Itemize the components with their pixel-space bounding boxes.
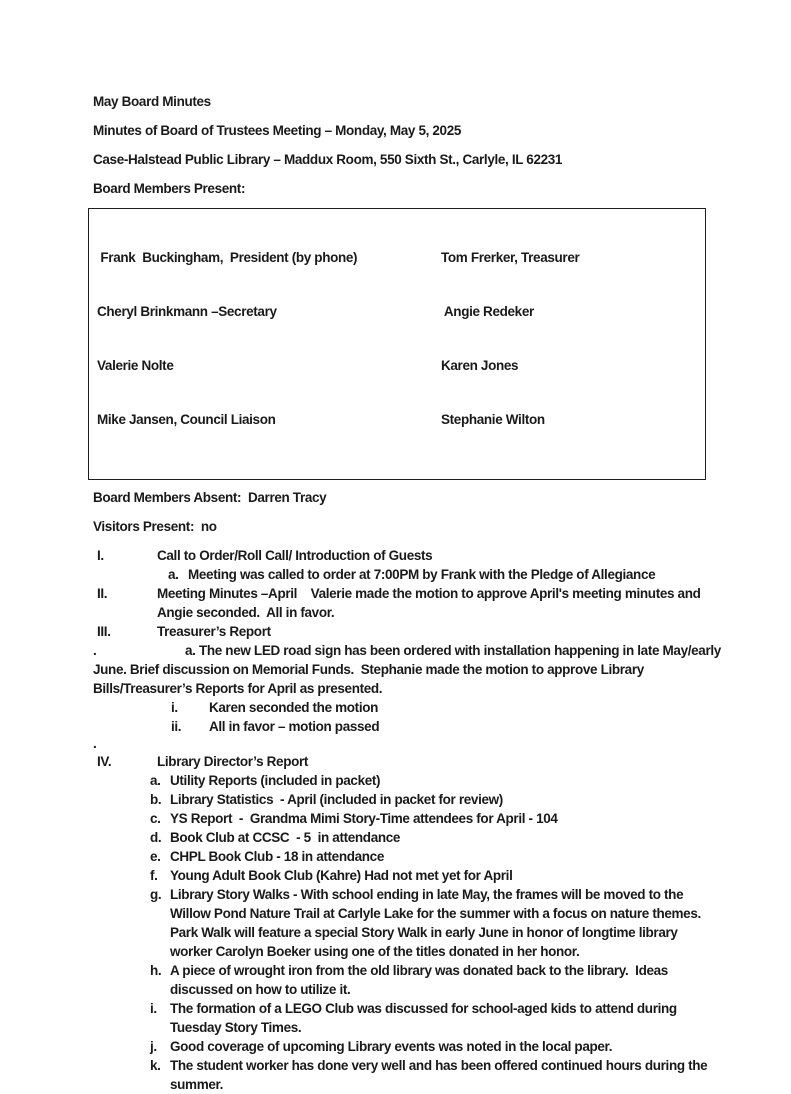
director-report-item-e: [150, 847, 707, 866]
item-text: A piece of wrought iron from the old library was donated back to the library. Ideas discussed on how to utilize it.: [170, 963, 668, 997]
agenda-item-3: [93, 622, 707, 641]
agenda-item-1a-text: Meeting was called to order at 7:00PM by Frank with the Pledge of Allegiance: [188, 567, 656, 582]
item-letter: g.: [150, 887, 162, 902]
document-content: [93, 92, 721, 1094]
agenda-item-3-sub-i: [171, 698, 707, 717]
agenda-item-4-number: IV.: [97, 754, 112, 769]
member-name: Tom Frerker, Treasurer: [441, 250, 580, 265]
item-text: CHPL Book Club - 18 in attendance: [170, 849, 384, 864]
agenda-item-3-sub-i-text: Karen seconded the motion: [209, 700, 379, 715]
agenda-item-1: [93, 546, 707, 565]
director-report-item-f: [150, 866, 707, 885]
agenda-item-3-sub-ii: [171, 717, 707, 736]
item-text: The formation of a LEGO Club was discussed for school-aged kids to attend during Tuesday Story Times.: [170, 1001, 677, 1035]
director-report-item-d: [150, 828, 707, 847]
director-report-item-g: [150, 885, 707, 961]
board-members-table: [88, 208, 706, 480]
item-letter: a.: [150, 773, 161, 788]
treasurer-report-text: a. The new LED road sign has been ordered with installation happening in late May/early June. Brief discussion on Memorial Funds. Stephanie made the motion to approve Library Bills/Treasurer’s Reports for April as presented.: [93, 643, 721, 696]
member-name: Mike Jansen, Council Liaison: [97, 412, 276, 427]
board-members-column-right: [441, 213, 705, 465]
item-letter: h.: [150, 963, 162, 978]
agenda-item-3-sub-i-number: i.: [171, 700, 178, 715]
item-text: Utility Reports (included in packet): [170, 773, 381, 788]
director-report-item-k: [150, 1056, 707, 1094]
agenda-item-1a-number: a.: [168, 567, 179, 582]
item-text: Young Adult Book Club (Kahre) Had not met yet for April: [170, 868, 513, 883]
item-text: Book Club at CCSC - 5 in attendance: [170, 830, 401, 845]
stray-period: .: [93, 736, 97, 751]
member-name: Frank Buckingham, President (by phone): [97, 250, 358, 265]
agenda-item-1a: [168, 565, 707, 584]
item-text: The student worker has done very well and has been offered continued hours during the summer.: [170, 1058, 708, 1092]
item-letter: k.: [150, 1058, 161, 1073]
board-members-present-label: Board Members Present:: [93, 181, 246, 196]
agenda-item-1-title: Call to Order/Roll Call/ Introduction of Guests: [157, 548, 433, 563]
item-text: YS Report - Grandma Mimi Story-Time attendees for April - 104: [170, 811, 558, 826]
agenda-list: [93, 546, 721, 1094]
agenda-item-3-title: Treasurer’s Report: [157, 624, 271, 639]
item-letter: f.: [150, 868, 158, 883]
item-letter: d.: [150, 830, 162, 845]
item-text: Library Story Walks - With school ending in late May, the frames will be moved to the Willow Pond Nature Trail at Carlyle Lake for the summer with a focus on nature themes. Park Walk will feature a special Story Walk in early June in honor of longtime library worker Carolyn Boeker using one of the titles donated in her honor.: [170, 887, 701, 959]
director-report-item-h: [150, 961, 707, 999]
director-report-item-c: [150, 809, 707, 828]
item-letter: j.: [150, 1039, 157, 1054]
agenda-item-4-title: Library Director’s Report: [157, 754, 309, 769]
treasurer-report-paragraph: [93, 641, 721, 698]
agenda-item-3-sub-ii-text: All in favor – motion passed: [209, 719, 380, 734]
item-letter: e.: [150, 849, 161, 864]
doc-title: May Board Minutes: [93, 94, 211, 109]
member-name: Karen Jones: [441, 358, 519, 373]
board-members-absent-line: Board Members Absent: Darren Tracy: [93, 490, 327, 505]
stray-period: .: [93, 643, 97, 658]
director-report-item-a: [150, 771, 707, 790]
member-name: Cheryl Brinkmann –Secretary: [97, 304, 277, 319]
agenda-item-2: [93, 584, 707, 622]
member-name: Stephanie Wilton: [441, 412, 545, 427]
board-members-column-left: [97, 213, 441, 465]
agenda-item-3-number: III.: [97, 624, 111, 639]
item-text: Library Statistics - April (included in packet for review): [170, 792, 503, 807]
item-letter: c.: [150, 811, 161, 826]
item-letter: i.: [150, 1001, 157, 1016]
director-report-item-j: [150, 1037, 707, 1056]
visitors-present-line: Visitors Present: no: [93, 519, 217, 534]
agenda-item-2-text: Meeting Minutes –April Valerie made the motion to approve April's meeting minutes and Angie seconded. All in favor.: [157, 586, 701, 620]
director-report-item-b: [150, 790, 707, 809]
agenda-item-3-sub-ii-number: ii.: [171, 719, 182, 734]
item-letter: b.: [150, 792, 162, 807]
agenda-item-2-number: II.: [97, 586, 108, 601]
agenda-item-4: [93, 752, 707, 771]
meeting-date-line: Minutes of Board of Trustees Meeting – Monday, May 5, 2025: [93, 123, 462, 138]
member-name: Angie Redeker: [441, 304, 534, 319]
item-text: Good coverage of upcoming Library events was noted in the local paper.: [170, 1039, 613, 1054]
agenda-item-1-number: I.: [97, 548, 104, 563]
library-address-line: Case-Halstead Public Library – Maddux Room, 550 Sixth St., Carlyle, IL 62231: [93, 152, 563, 167]
member-name: Valerie Nolte: [97, 358, 174, 373]
director-report-item-i: [150, 999, 707, 1037]
